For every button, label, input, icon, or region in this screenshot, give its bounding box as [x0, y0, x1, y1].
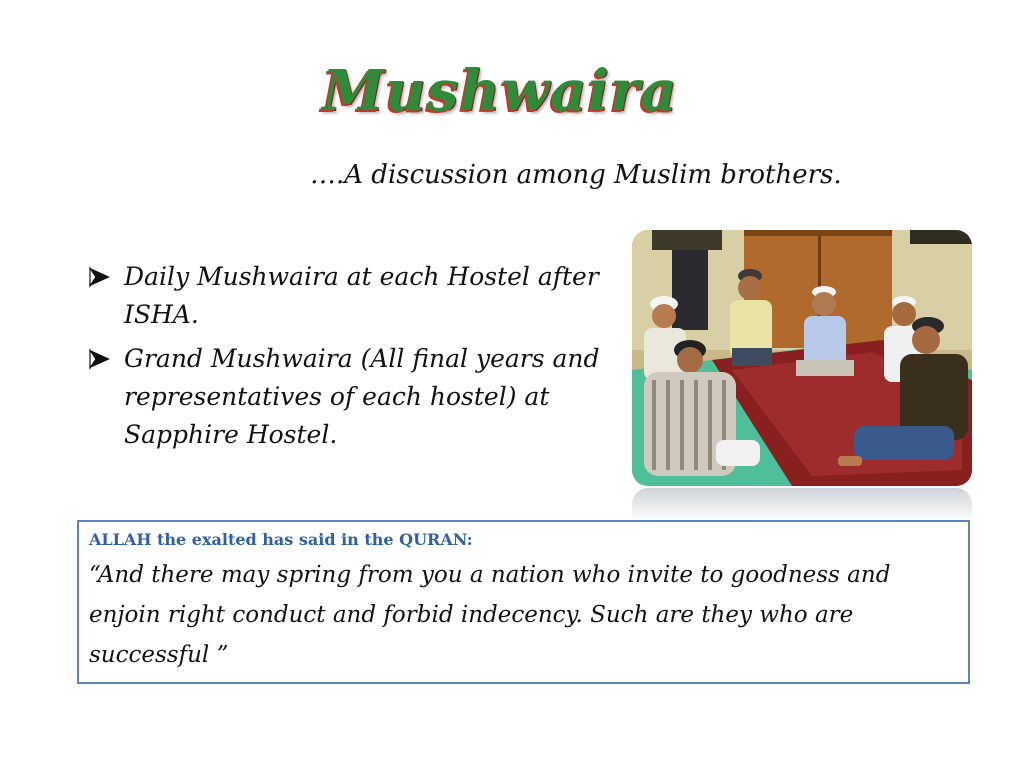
arrow-bullet-icon	[88, 348, 112, 370]
quote-box	[77, 520, 970, 684]
quote-text: “And there may spring from you a nation who invite to goodness and enjoin right conduct and forbid indecency. Such are they who are successful ”	[89, 562, 891, 668]
photo-reflection	[632, 488, 972, 522]
bullet-list	[88, 258, 618, 460]
slide-subtitle: ….A discussion among Muslim brothers.	[310, 160, 842, 190]
group-photo	[632, 230, 972, 486]
photo-group-seated-icon	[632, 230, 972, 486]
bullet-text: Grand Mushwaira (All final years and representatives of each hostel) at Sapphire Hostel.	[124, 344, 600, 449]
quote-heading: ALLAH the exalted has said in the QURAN:	[89, 530, 473, 549]
bullet-text: Daily Mushwaira at each Hostel after ISHA.	[124, 262, 599, 329]
arrow-bullet-icon	[88, 266, 112, 288]
slide-title: Mushwaira	[322, 58, 678, 124]
bullet-item	[88, 340, 618, 454]
bullet-item	[88, 258, 618, 334]
